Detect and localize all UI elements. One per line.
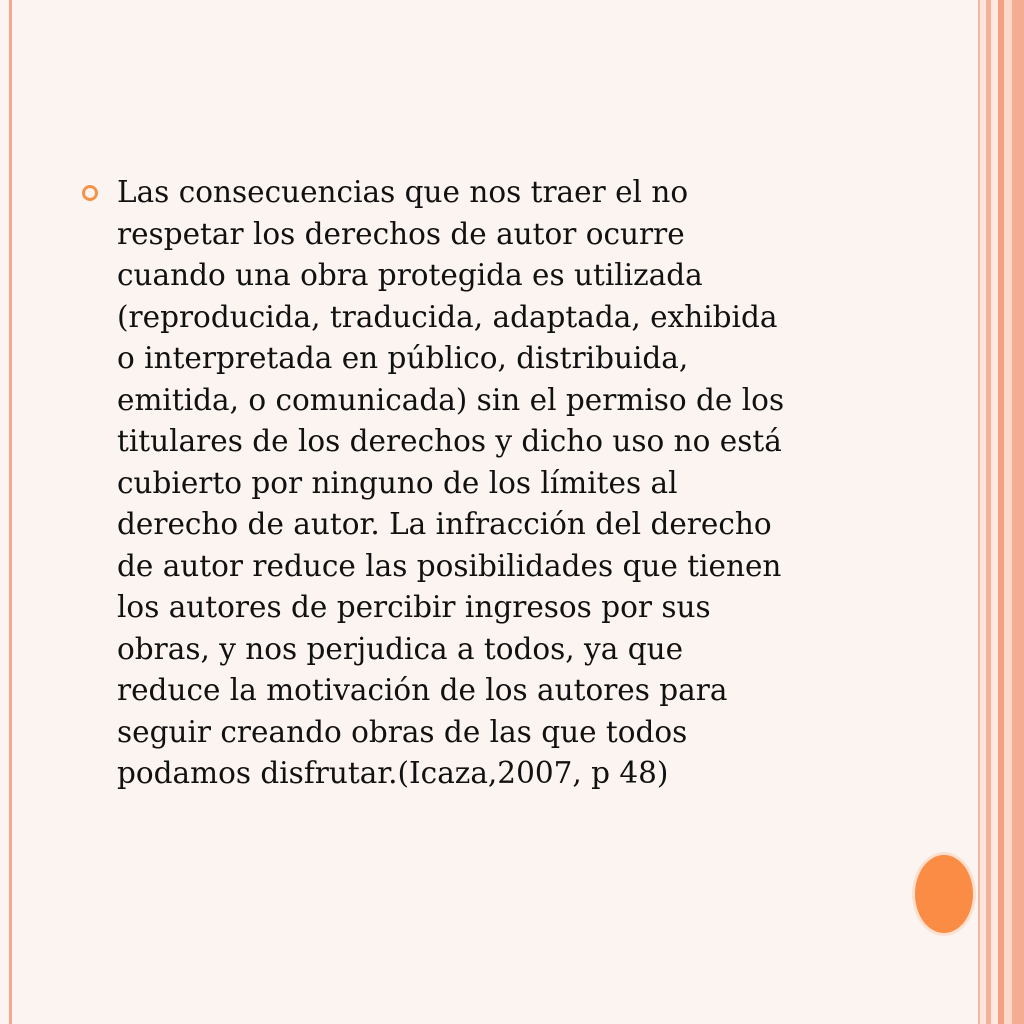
slide-content	[82, 172, 912, 795]
bullet-text: Las consecuencias que nos traer el no respetar los derechos de autor ocurre cuando una obra protegida es utilizada (reproducida, traducida, adaptada, exhibida o interpretada en público, distribuida, emitida, o comunicada) sin el permiso de los titulares de los derechos y dicho uso no está cubierto por ninguno de los límites al derecho de autor. La infracción del derecho de autor reduce las posibilidades que tienen los autores de percibir ingresos por sus obras, y nos perjudica a todos, ya que reduce la motivación de los autores para seguir creando obras de las que todos podamos disfrutar.(Icaza,2007, p 48)	[117, 175, 785, 790]
stripe	[1004, 0, 1012, 1024]
decorative-orange-circle	[912, 852, 976, 936]
bullet-item	[82, 172, 912, 795]
circle-bullet-icon	[82, 185, 98, 201]
stripe	[1012, 0, 1024, 1024]
left-border-line	[9, 0, 12, 1024]
stripe	[991, 0, 998, 1024]
right-decorative-stripes	[978, 0, 1024, 1024]
